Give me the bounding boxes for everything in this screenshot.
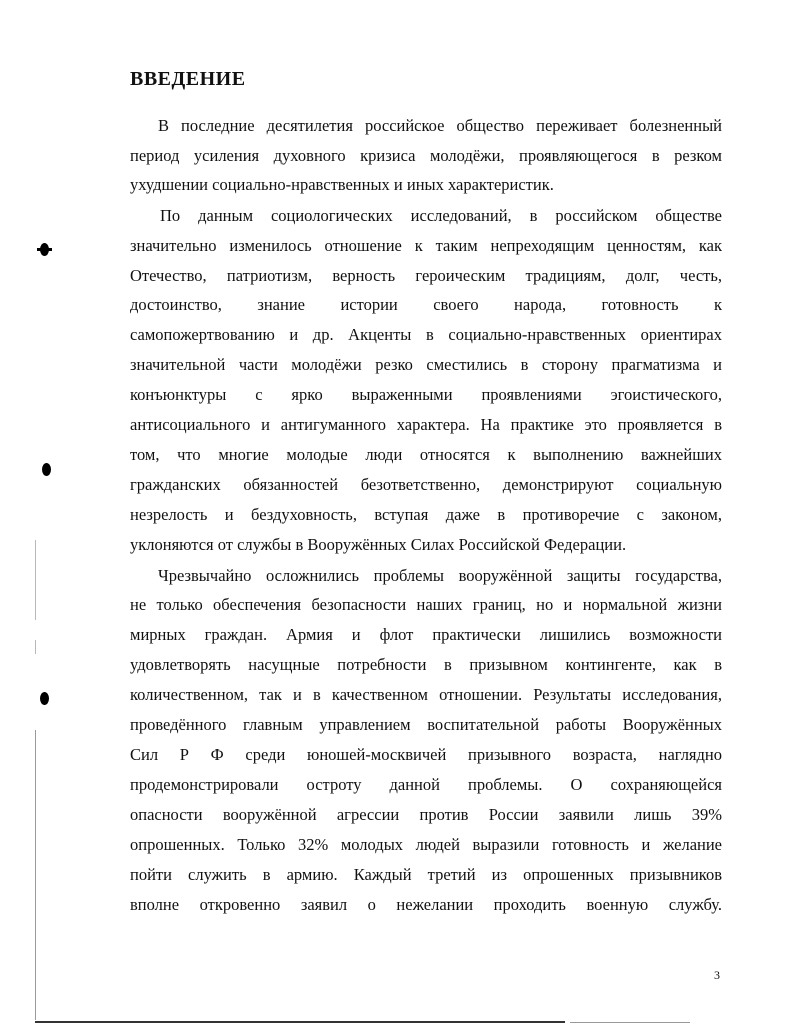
- paragraph-line: удовлетворять насущные потребности в призывном контингенте, как в: [130, 655, 722, 674]
- page-number: 3: [714, 968, 720, 982]
- paragraph-line: Отечество, патриотизм, верность героическим традициям, долг, честь,: [130, 266, 722, 285]
- paragraph-line: уклоняются от службы в Вооружённых Силах Российской Федерации.: [130, 535, 627, 554]
- paragraph-line: антисоциального и антигуманного характера. На практике это проявляется в: [130, 415, 722, 434]
- binding-hole-mark: [40, 243, 49, 256]
- paragraph-line: Чрезвычайно осложнились проблемы вооружённой защиты государства,: [158, 566, 722, 585]
- paragraph-line: проведённого главным управлением воспитательной работы Вооружённых: [130, 715, 722, 734]
- scan-bottom-edge: [570, 1022, 690, 1023]
- paragraph-line: количественном, так и в качественном отношении. Результаты исследования,: [130, 685, 722, 704]
- paragraph-line: не только обеспечения безопасности наших границ, но и нормальной жизни: [130, 595, 722, 614]
- paragraph-line: мирных граждан. Армия и флот практически лишились возможности: [130, 625, 722, 644]
- scan-margin-line: [35, 640, 36, 654]
- page-title: ВВЕДЕНИЕ: [130, 68, 246, 90]
- paragraph-line: значительной части молодёжи резко сместились в сторону прагматизма и: [130, 355, 722, 374]
- paragraph-line: В последние десятилетия российское общество переживает болезненный: [158, 116, 722, 135]
- scan-bottom-edge: [35, 1021, 565, 1023]
- binding-hole-mark: [42, 463, 51, 476]
- scan-margin-line: [35, 730, 36, 1020]
- paragraph-line: Сил Р Ф среди юношей-москвичей призывного возраста, наглядно: [130, 745, 722, 764]
- paragraph-line: пойти служить в армию. Каждый третий из опрошенных призывников: [130, 865, 722, 884]
- paragraph-line: ухудшении социально-нравственных и иных характеристик.: [130, 175, 554, 194]
- paragraph-line: самопожертвованию и др. Акценты в социально-нравственных ориентирах: [130, 325, 722, 344]
- paragraph-line: незрелость и бездуховность, вступая даже в противоречие с законом,: [130, 505, 722, 524]
- paragraph-line: том, что многие молодые люди относятся к выполнению важнейших: [130, 445, 722, 464]
- paragraph-line: конъюнктуры с ярко выраженными проявлениями эгоистического,: [130, 385, 722, 404]
- paragraph-line: значительно изменилось отношение к таким непреходящим ценностям, как: [130, 236, 722, 255]
- paragraph-line: продемонстрировали остроту данной проблемы. О сохраняющейся: [130, 775, 722, 794]
- binding-hole-mark: [40, 692, 49, 705]
- paragraph-line: По данным социологических исследований, в российском обществе: [160, 206, 722, 225]
- paragraph-line: достоинство, знание истории своего народа, готовность к: [130, 295, 722, 314]
- paragraph-line: опасности вооружённой агрессии против России заявили лишь 39%: [130, 805, 722, 824]
- scan-margin-line: [35, 540, 36, 620]
- paragraph-line: гражданских обязанностей безответственно, демонстрируют социальную: [130, 475, 722, 494]
- paragraph-line: период усиления духовного кризиса молодёжи, проявляющегося в резком: [130, 146, 722, 165]
- paragraph-line: вполне откровенно заявил о нежелании проходить военную службу.: [130, 895, 722, 914]
- paragraph-line: опрошенных. Только 32% молодых людей выразили готовность и желание: [130, 835, 722, 854]
